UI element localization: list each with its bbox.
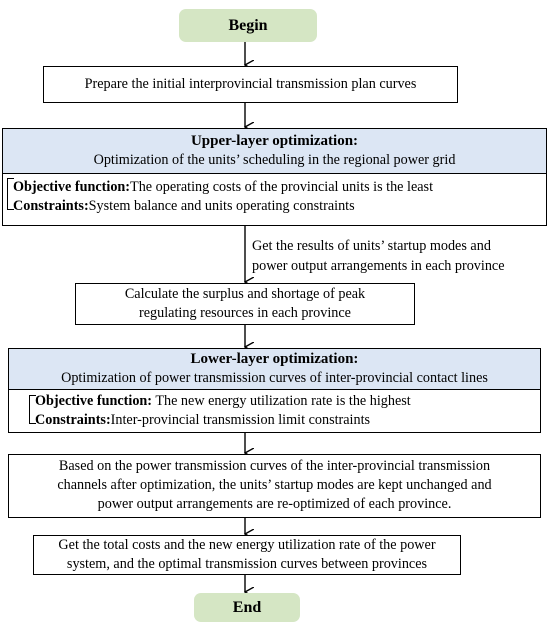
arrow-note-line2: power output arrangements in each province [252, 258, 505, 274]
lower-objective-label: Objective function: [35, 393, 153, 409]
arrow-note [252, 236, 548, 276]
upper-objective-line [13, 178, 546, 197]
step-reoptimize [8, 454, 541, 518]
begin-terminal [179, 9, 317, 42]
upper-constraints-label: Constraints: [13, 198, 89, 214]
upper-layer-header [3, 129, 546, 174]
step-get-results-line1: Get the total costs and the new energy utilization rate of the power [58, 537, 436, 553]
step-reoptimize-line2: channels after optimization, the units’ startup modes are kept unchanged and [57, 477, 492, 493]
upper-constraints-line [13, 197, 546, 216]
lower-constraints-line [35, 411, 540, 430]
begin-label: Begin [228, 16, 268, 34]
lower-layer-subtitle: Optimization of power transmission curves of inter-provincial contact lines [61, 370, 488, 386]
lower-layer-details [9, 390, 540, 430]
upper-layer-details [3, 174, 546, 216]
lower-layer-header [9, 349, 540, 390]
lower-layer-title: Lower-layer optimization: [190, 351, 359, 367]
lower-objective-line [35, 392, 540, 411]
end-terminal [194, 593, 300, 622]
upper-constraints-text: System balance and units operating constraints [88, 198, 355, 214]
lower-objective-text: The new energy utilization rate is the highest [152, 393, 411, 409]
upper-objective-text: The operating costs of the provincial units is the least [130, 179, 434, 195]
step-get-results-line2: system, and the optimal transmission curves between provinces [66, 556, 428, 572]
step-calculate-line1: Calculate the surplus and shortage of peak [124, 286, 366, 302]
step-prepare-plan-text: Prepare the initial interprovincial transmission plan curves [84, 76, 417, 92]
upper-layer-bracket [7, 178, 14, 210]
upper-objective-label: Objective function: [13, 179, 131, 195]
lower-constraints-label: Constraints: [35, 412, 111, 428]
step-prepare-plan [43, 66, 458, 103]
step-reoptimize-line1: Based on the power transmission curves of the inter-provincial transmission [58, 458, 491, 474]
upper-layer-title: Upper-layer optimization: [190, 133, 359, 149]
upper-layer-subtitle: Optimization of the units’ scheduling in the regional power grid [93, 152, 456, 168]
end-label: End [232, 598, 262, 616]
step-calculate-surplus [75, 283, 415, 325]
step-reoptimize-line3: power output arrangements are re-optimized of each province. [97, 496, 452, 512]
lower-constraints-text: Inter-provincial transmission limit constraints [110, 412, 371, 428]
lower-layer-box [8, 348, 541, 433]
arrow-note-line1: Get the results of units’ startup modes and [252, 238, 491, 254]
step-calculate-line2: regulating resources in each province [139, 305, 351, 321]
step-get-results [33, 535, 461, 575]
upper-layer-box [2, 128, 547, 226]
lower-layer-bracket [29, 395, 36, 424]
